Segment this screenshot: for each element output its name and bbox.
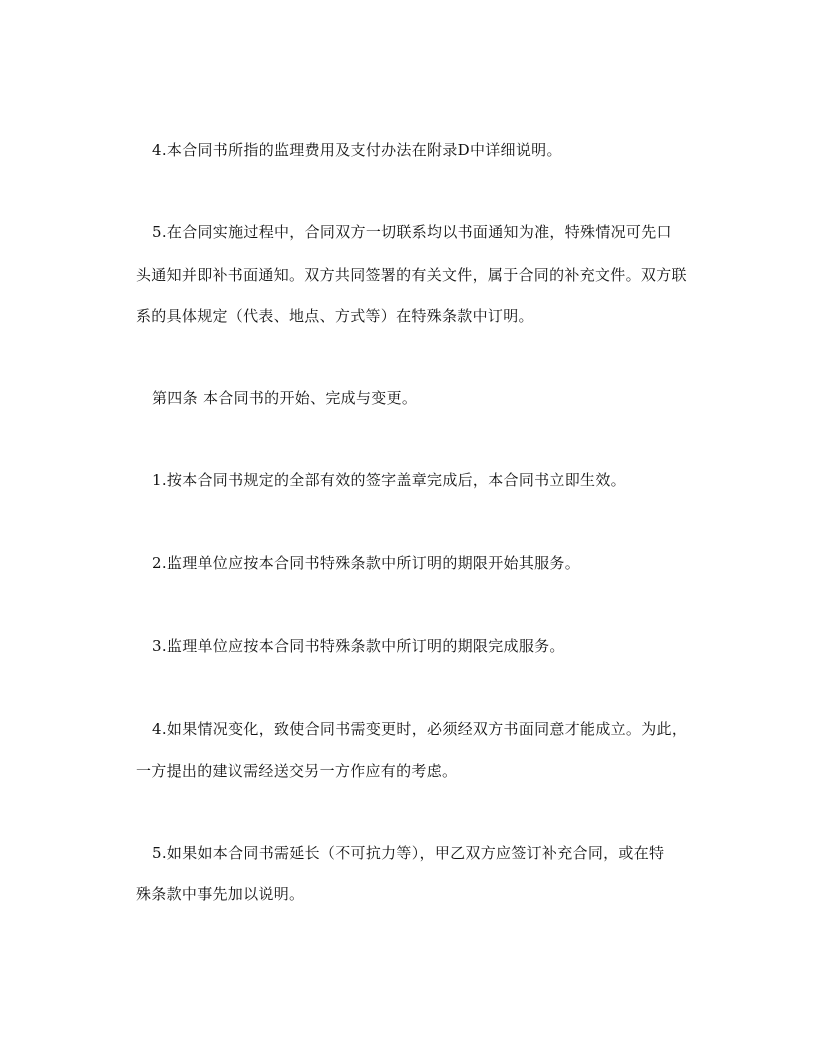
clause-4-item-4-line-1: 4.如果情况变化，致使合同书需变更时，必须经双方书面同意才能成立。为此， bbox=[152, 720, 688, 738]
clause-3-item-4: 4.本合同书所指的监理费用及支付办法在附录D中详细说明。 bbox=[152, 141, 562, 159]
clause-4-item-4-line-2: 一方提出的建议需经送交另一方作应有的考虑。 bbox=[136, 762, 458, 780]
clause-3-item-5-line-1: 5.在合同实施过程中，合同双方一切联系均以书面通知为准，特殊情况可先口 bbox=[152, 223, 672, 241]
article-4-heading: 第四条 本合同书的开始、完成与变更。 bbox=[152, 389, 418, 407]
clause-3-item-5-line-3: 系的具体规定（代表、地点、方式等）在特殊条款中订明。 bbox=[136, 307, 534, 325]
clause-4-item-2: 2.监理单位应按本合同书特殊条款中所订明的期限开始其服务。 bbox=[152, 554, 581, 572]
clause-4-item-5-line-2: 殊条款中事先加以说明。 bbox=[136, 885, 305, 903]
clause-3-item-5-line-2: 头通知并即补书面通知。双方共同签署的有关文件，属于合同的补充文件。双方联 bbox=[136, 266, 687, 284]
clause-4-item-3: 3.监理单位应按本合同书特殊条款中所订明的期限完成服务。 bbox=[152, 637, 565, 655]
clause-4-item-5-line-1: 5.如果如本合同书需延长（不可抗力等），甲乙双方应签订补充合同，或在特 bbox=[152, 844, 665, 862]
clause-4-item-1: 1.按本合同书规定的全部有效的签字盖章完成后，本合同书立即生效。 bbox=[152, 471, 626, 489]
